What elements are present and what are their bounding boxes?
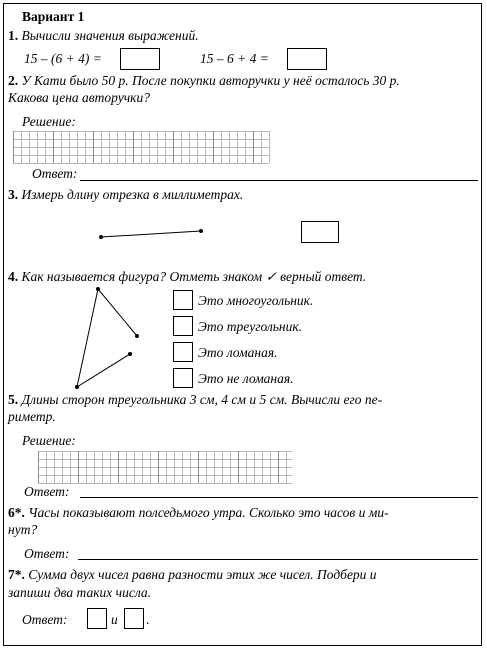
task2-number: 2. (8, 73, 19, 88)
task2-text-line2: Какова цена авторучки? (8, 90, 150, 105)
task2-solution-label: Решение: (22, 114, 76, 129)
task4-option-3: Это ломаная. (198, 345, 278, 360)
task2-answer-label: Ответ: (32, 166, 78, 181)
task7-answer-box-2[interactable] (124, 608, 144, 629)
task5-number: 5. (8, 392, 19, 407)
task3-text: 3. Измерь длину отрезка в миллиметрах. (8, 187, 244, 202)
task7-answer-label: Ответ: (22, 612, 68, 627)
task4-option-1: Это многоугольник. (198, 293, 314, 308)
task4-checkbox-1[interactable] (173, 290, 193, 310)
task7-end-mark: . (146, 612, 150, 627)
task5-text-line1: 5. Длины сторон треугольника 3 см, 4 см и 5 см. Вычисли его пе- (8, 392, 383, 407)
task7-text-line1: 7*. Сумма двух чисел равна разности этих же чисел. Подбери и (8, 567, 377, 582)
worksheet-title: Вариант 1 (22, 9, 85, 24)
task5-solution-label: Решение: (22, 433, 76, 448)
task6-text-line1: 6*. Часы показывают полседьмого утра. Сколько это часов и ми- (8, 505, 389, 520)
task1-expression-1: 15 – (6 + 4) = (24, 51, 102, 66)
task4-option-2: Это треугольник. (198, 319, 303, 334)
task6-answer-label: Ответ: (24, 546, 70, 561)
task5-text-line2: риметр. (8, 409, 56, 424)
task1-number: 1. (8, 28, 19, 43)
task7-number: 7*. (8, 567, 25, 582)
task6-text-line2: нут? (8, 522, 38, 537)
task3-number: 3. (8, 187, 19, 202)
task5-answer-label: Ответ: (24, 484, 70, 499)
task7-text-line2: запиши два таких числа. (8, 585, 152, 600)
task7-conjunction: и (111, 612, 118, 627)
task5-answer-line[interactable] (80, 497, 478, 498)
task6-number: 6*. (8, 505, 25, 520)
task1-expression-2: 15 – 6 + 4 = (200, 51, 269, 66)
task5-solution-grid[interactable] (38, 451, 294, 484)
task7-answer-box-1[interactable] (87, 608, 107, 629)
task4-number: 4. (8, 269, 19, 284)
task4-checkbox-3[interactable] (173, 342, 193, 362)
task4-checkbox-4[interactable] (173, 368, 193, 388)
task4-text: 4. Как называется фигура? Отметь знаком ✓ верный ответ. (8, 269, 367, 284)
task1-instruction: Вычисли значения выражений. (21, 28, 199, 43)
task4-option-4: Это не ломаная. (198, 371, 294, 386)
task6-answer-line[interactable] (78, 559, 478, 560)
task4-checkbox-2[interactable] (173, 316, 193, 336)
task2-text-line1: 2. У Кати было 50 р. После покупки авторучки у неё осталось 30 р. (8, 73, 400, 88)
